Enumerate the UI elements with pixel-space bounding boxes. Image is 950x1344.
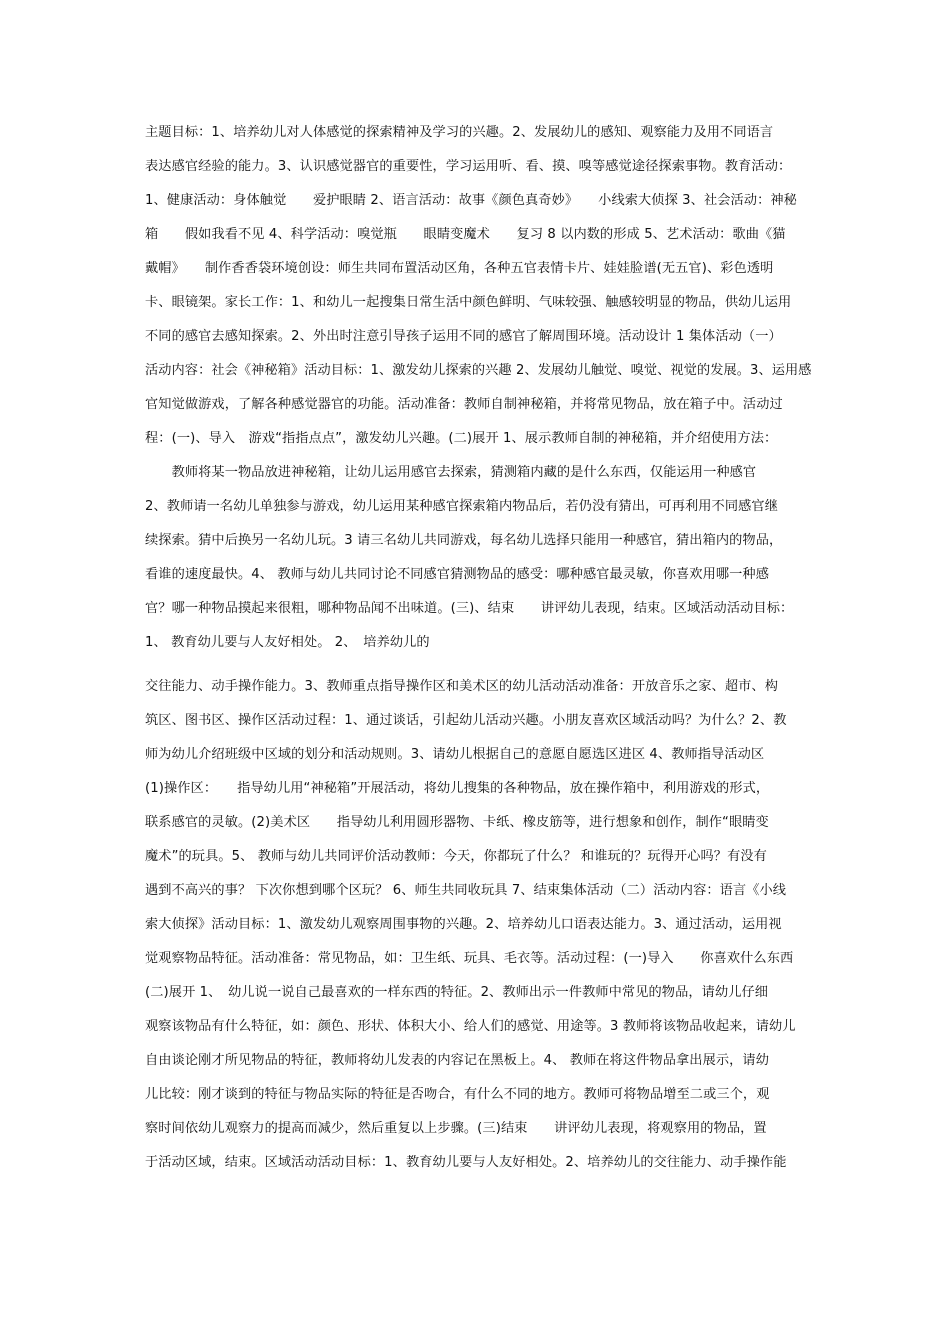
text-line: 1、健康活动：身体触觉 爱护眼睛 2、语言活动：故事《颜色真奇妙》 小线索大侦探 3、社会活动：神秘: [145, 193, 797, 208]
text-line: 魔术”的玩具。5、 教师与幼儿共同评价活动教师：今天，你都玩了什么？ 和谁玩的？玩得开心吗？有没有: [145, 849, 767, 864]
text-line: 观察该物品有什么特征，如：颜色、形状、体积大小、给人们的感觉、用途等。3 教师将该物品收起来，请幼儿: [145, 1019, 796, 1034]
text-line: 官？哪一种物品摸起来很粗，哪种物品闻不出味道。(三)、结束 讲评幼儿表现，结束。区域活动活动目标：: [145, 601, 794, 616]
text-line: 官知觉做游戏，了解各种感觉器官的功能。活动准备：教师自制神秘箱，并将常见物品，放在箱子中。活动过: [145, 397, 783, 412]
text-line: (1)操作区： 指导幼儿用“神秘箱”开展活动，将幼儿搜集的各种物品，放在操作箱中，利用游戏的形式，: [145, 781, 770, 796]
text-line: 遇到不高兴的事？ 下次你想到哪个区玩？ 6、师生共同收玩具 7、结束集体活动（二）活动内容：语言《小线: [145, 883, 787, 898]
text-line: 察时间依幼儿观察力的提高而减少，然后重复以上步骤。(三)结束 讲评幼儿表现，将观察用的物品，置: [145, 1121, 767, 1136]
text-line: 程：(一)、导入 游戏“指指点点”，激发幼儿兴趣。(二)展开 1、展示教师自制的神秘箱，并介绍使用方法：: [145, 431, 778, 446]
text-line: 觉观察物品特征。活动准备：常见物品，如：卫生纸、玩具、毛衣等。活动过程：(一)导入 你喜欢什么东西: [145, 951, 794, 966]
text-line: 儿比较：刚才谈到的特征与物品实际的特征是否吻合，有什么不同的地方。教师可将物品增至二或三个，观: [145, 1087, 770, 1102]
text-line: 活动内容：社会《神秘箱》活动目标：1、激发幼儿探索的兴趣 2、发展幼儿触觉、嗅觉、视觉的发展。3、运用感: [145, 363, 812, 378]
text-line: 卡、眼镜架。家长工作：1、和幼儿一起搜集日常生活中颜色鲜明、气味较强、触感较明显的物品，供幼儿运用: [145, 295, 792, 310]
text-line: 自由谈论刚才所见物品的特征，教师将幼儿发表的内容记在黑板上。4、 教师在将这件物品拿出展示，请幼: [145, 1053, 770, 1068]
text-line: 1、 教育幼儿要与人友好相处。 2、 培养幼儿的: [145, 635, 430, 650]
text-line: 看谁的速度最快。4、 教师与幼儿共同讨论不同感官猜测物品的感受：哪种感官最灵敏，你喜欢用哪一种感: [145, 567, 770, 582]
text-line: 不同的感官去感知探索。2、外出时注意引导孩子运用不同的感官了解周围环境。活动设计 1 集体活动（一）: [145, 329, 782, 344]
text-line: 戴帽》 制作香香袋环境创设：师生共同布置活动区角，各种五官表情卡片、娃娃脸谱(无五官)、彩色透明: [145, 261, 774, 276]
text-line: 师为幼儿介绍班级中区域的划分和活动规则。3、请幼儿根据自己的意愿自愿选区进区 4、教师指导活动区: [145, 747, 765, 762]
text-line: 于活动区域，结束。区域活动活动目标：1、教育幼儿要与人友好相处。2、培养幼儿的交往能力、动手操作能: [145, 1155, 787, 1170]
text-line: (二)展开 1、 幼儿说一说自己最喜欢的一样东西的特征。2、教师出示一件教师中常见的物品，请幼儿仔细: [145, 985, 769, 1000]
text-line: 联系感官的灵敏。(2)美术区 指导幼儿利用圆形器物、卡纸、橡皮筋等，进行想象和创作，制作“眼睛变: [145, 815, 769, 830]
text-line: 表达感官经验的能力。3、认识感觉器官的重要性，学习运用听、看、摸、嗅等感觉途径探索事物。教育活动：: [145, 159, 792, 174]
text-line: 索大侦探》活动目标：1、激发幼儿观察周围事物的兴趣。2、培养幼儿口语表达能力。3、通过活动，运用视: [145, 917, 782, 932]
text-line: 续探索。猜中后换另一名幼儿玩。3 请三名幼儿共同游戏，每名幼儿选择只能用一种感官，猜出箱内的物品，: [145, 533, 783, 548]
text-line: 箱 假如我看不见 4、科学活动：嗅觉瓶 眼睛变魔术 复习 8 以内数的形成 5、艺术活动：歌曲《猫: [145, 227, 786, 242]
text-line: 主题目标：1、培养幼儿对人体感觉的探索精神及学习的兴趣。2、发展幼儿的感知、观察能力及用不同语言: [145, 125, 774, 140]
text-line: 2、教师请一名幼儿单独参与游戏，幼儿运用某种感官探索箱内物品后，若仍没有猜出，可再利用不同感官继: [145, 499, 778, 514]
text-line: 交往能力、动手操作能力。3、教师重点指导操作区和美术区的幼儿活动活动准备：开放音乐之家、超市、构: [145, 679, 778, 694]
text-line: 教师将某一物品放进神秘箱，让幼儿运用感官去探索，猜测箱内藏的是什么东西，仅能运用一种感官: [145, 465, 757, 480]
text-line: 筑区、图书区、操作区活动过程：1、通过谈话，引起幼儿活动兴趣。小朋友喜欢区域活动吗？为什么？2、教: [145, 713, 787, 728]
